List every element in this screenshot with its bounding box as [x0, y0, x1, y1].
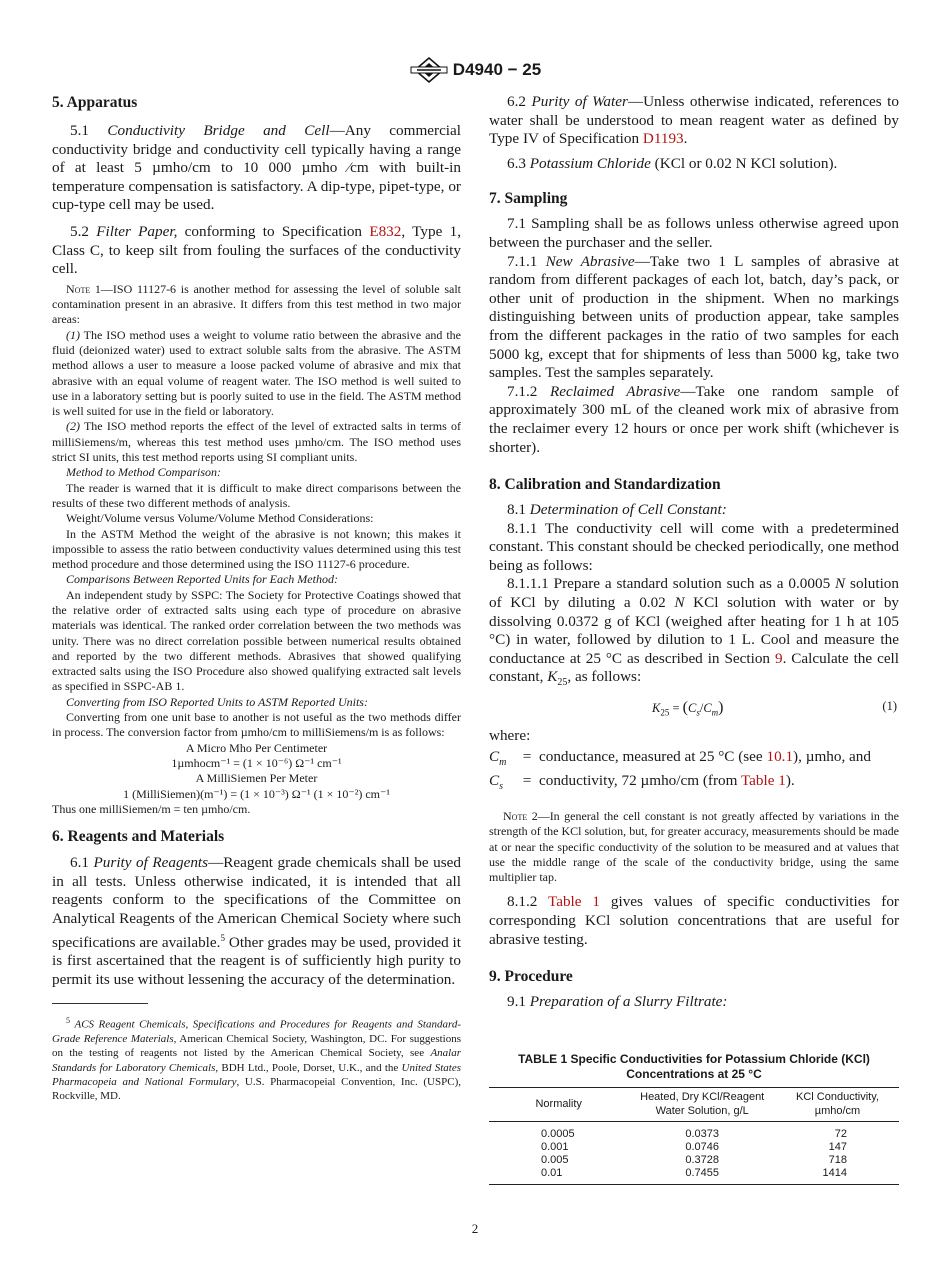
note-1-item-2: [52, 419, 461, 465]
def-text: conductance, measured at 25 °C (see: [539, 747, 767, 765]
table-cell-normality: 0.005: [541, 1153, 569, 1166]
definition-text: [539, 748, 871, 773]
table-cell-conductivity: 1414: [822, 1167, 847, 1180]
eq-operator: =: [669, 701, 683, 716]
paragraph-8-1-1-1: [489, 575, 899, 693]
converting-heading: [52, 695, 461, 710]
link-table-1[interactable]: Table 1: [740, 772, 786, 790]
def-text: ).: [785, 772, 795, 790]
document-designation: D4940 − 25: [452, 60, 542, 79]
table-1-title-line-1: TABLE 1 Specific Conductivities for Potassium Chloride (KCl): [518, 1052, 870, 1066]
definition-symbol: [489, 772, 515, 797]
paragraph-7-1-2: [489, 383, 899, 457]
link-d1193[interactable]: D1193: [642, 130, 684, 148]
para-text: Other grades may be used, provided it is first ascertained that the reagent is of sufficiently high purity to permit its use without lessening the accuracy of the determination.: [52, 933, 461, 988]
footnote-ref: 5: [220, 932, 225, 943]
eq-operator: /: [699, 701, 704, 716]
astm-logo-icon: [409, 56, 449, 84]
para-title: Conductivity Bridge and Cell: [107, 122, 330, 139]
para-text: —Any commercial conductivity bridge and conductivity cell typically having a range of at least 5 µmho/cm to 10 000 µmho ⁄cm with built-in temperature compensation is satisfactory. A dip-type, pipet-type, or cup-type cell may be used.: [52, 122, 461, 214]
para-title: Determination of Cell Constant:: [529, 501, 727, 519]
table-header-row: [489, 1088, 899, 1122]
footnote-text: , BDH Ltd., Poole, Dorset, U.K., and the: [215, 1061, 402, 1074]
converting-text: Converting from one unit base to another is not useful as the two methods differ in process. The conversion factor from µmho/cm to milliSiemens/m is as follows:: [52, 710, 461, 740]
footnote-number: 5: [66, 1016, 70, 1026]
definition-text: [539, 772, 795, 797]
def-text: ), µmho, and: [793, 747, 871, 765]
paragraph-6-1: [52, 854, 461, 989]
eq-symbol: K: [652, 701, 661, 716]
paragraph-5-1: [52, 122, 461, 215]
link-e832[interactable]: E832: [369, 222, 402, 240]
def-text: conductivity, 72 µmho/cm (from: [539, 772, 741, 790]
millisiemen-title: A MilliSiemen Per Meter: [195, 771, 318, 786]
para-text: . Calculate the cell constant,: [489, 649, 899, 686]
table-cell-normality: 0.01: [541, 1167, 563, 1180]
definition-equals: =: [522, 747, 532, 765]
table-cell-conductivity: 718: [828, 1153, 847, 1166]
equation-1-expression: [652, 699, 724, 718]
table-cell-solution: 0.0746: [685, 1140, 720, 1153]
section-9-heading: 9. Procedure: [489, 968, 573, 986]
subheading-text: Comparisons Between Reported Units for Each Method:: [66, 572, 338, 587]
units-comparison-heading: [52, 572, 461, 587]
page-header: [0, 56, 950, 89]
table-cell-conductivity: 147: [828, 1140, 847, 1153]
para-number: 6.3: [507, 154, 526, 172]
para-title: Reclaimed Abrasive: [549, 382, 681, 400]
symbol-subscript: m: [499, 756, 507, 768]
para-title: New Abrasive: [545, 252, 635, 270]
where-label: where:: [489, 727, 531, 745]
note-2: [489, 809, 899, 885]
para-text: , Type 1, Class C, to keep silt from fouling the surfaces of the conductivity cell.: [52, 222, 461, 278]
para-number: 5.2: [70, 222, 89, 240]
paragraph-8-1: [489, 501, 899, 520]
footnote-title: ACS Reagent Chemicals, Specifications and Procedures for Reagents and Standard-Grade Reference Materials: [52, 1019, 462, 1046]
table-cell-normality: 0.001: [541, 1140, 569, 1153]
note-label: Note: [503, 808, 528, 823]
table-row: [489, 1154, 899, 1167]
item-text: The ISO method reports the effect of the level of extracted salts in terms of milliSiemens/m, whereas this test method uses µmho/cm. The ISO method uses strict SI units, this test method reports using SI compliant units.: [52, 419, 461, 465]
page-number: 2: [471, 1221, 479, 1236]
definition-cm: [489, 748, 899, 773]
table-cell-solution: 0.0373: [685, 1127, 720, 1140]
para-number: 9.1: [507, 993, 526, 1011]
definition-symbol: [489, 748, 515, 773]
millisiemen-equation: 1 (MilliSiemen)(m⁻¹) = (1 × 10⁻³) Ω⁻¹ (1 × 10⁻²) cm⁻¹: [123, 786, 390, 801]
left-column: [52, 93, 461, 1103]
para-text: gives values of specific conductivities for corresponding KCl solution concentrations that are useful for abrasive testing.: [489, 893, 899, 948]
eq-paren: ): [718, 699, 724, 717]
para-text: 8.1.1.1 Prepare a standard solution such as a 0.0005: [507, 575, 836, 593]
paragraph-7-1: 7.1 Sampling shall be as follows unless otherwise agreed upon between the purchaser and the seller.: [489, 215, 899, 251]
para-title: Purity of Reagents: [93, 854, 209, 872]
footnote-text: , U.S. Pharmacopeial Convention, Inc. (USPC), Rockville, MD.: [52, 1075, 461, 1103]
right-column: [489, 93, 899, 1012]
table-row: [489, 1128, 899, 1141]
symbol-text: C: [489, 747, 500, 765]
paragraph-6-2: [489, 93, 899, 149]
note-label: Note: [66, 281, 91, 296]
item-label: (1): [66, 327, 80, 342]
link-10-1[interactable]: 10.1: [766, 747, 794, 765]
para-number: 6.2: [507, 93, 526, 110]
cell-constant-symbol: K: [547, 668, 558, 686]
eq-subscript: 25: [660, 707, 670, 718]
table-cell-conductivity: 72: [834, 1127, 847, 1140]
units-comparison-text: An independent study by SSPC: The Society for Protective Coatings showed that the relative order of extracted salts using each type of procedure on abrasive materials was identical. The ranked order correlation between the two methods was unity. There was no direct correlation possible between numerical results obtained and reported by the two different methods. Abrasives that showed qualifying extracted salts using the ISO Procedure also showed qualifying extracted salt levels as specified in SSPC-AB 1.: [52, 587, 461, 694]
micro-mho-equation: 1µmhocm⁻¹ = (1 × 10⁻⁶) Ω⁻¹ cm⁻¹: [171, 755, 342, 770]
para-title: Filter Paper,: [96, 222, 178, 240]
para-number: 7.1.2: [507, 382, 538, 400]
table-1: [489, 1087, 899, 1185]
note-text: 2—In general the cell constant is not greatly affected by variations in the strength of the KCl solution, but, for greater accuracy, measurements should be made at or near the specific conductivity of the solution to be measured and at values that use the middle range of the scale of the conductivity bridge, using the same multiplier tap.: [489, 808, 899, 885]
section-7-heading: 7. Sampling: [489, 190, 568, 208]
para-number: 7.1.1: [507, 252, 538, 270]
para-text: —Take two 1 L samples of abrasive at random from different packages of each lot, batch, day’s pack, or other unit of production in the shipment. When no markings distinguishing between units of production appear, take samples from the different packages in the ratio of two samples for each 5000 kg, except that for shipments of less than 5000 kg, take two samples. Test the samples separately.: [489, 252, 900, 382]
weight-volume-heading: Weight/Volume versus Volume/Volume Method Considerations:: [66, 511, 374, 526]
para-text: conforming to Specification: [177, 222, 370, 240]
note-1-item-1: [52, 328, 461, 420]
definition-cs: [489, 772, 899, 797]
subheading-text: Converting from ISO Reported Units to ASTM Reported Units:: [66, 694, 368, 709]
paragraph-9-1: [489, 993, 899, 1012]
para-number: 5.1: [70, 122, 89, 139]
para-text: KCl solution with water or by dissolving 0.0372 g of KCl (weighed after heating for 1 h at 105 °C) in water, followed by dilution to 1 L. Cool and measure the conductance at 25 °C as described in Section: [489, 594, 900, 667]
link-section-9[interactable]: 9: [774, 649, 783, 667]
table-cell-solution: 0.7455: [685, 1167, 720, 1180]
paragraph-8-1-1: 8.1.1 The conductivity cell will come with a predetermined constant. This constant should be checked periodically, one method being as follows:: [489, 519, 899, 574]
table-header-normality: Normality: [535, 1098, 582, 1110]
method-comparison-text: The reader is warned that it is difficult to make direct comparisons between the results of these two different methods of analysis.: [52, 480, 461, 510]
table-header-conductivity: KCl Conductivity, µmho/cm: [796, 1091, 879, 1117]
symbol-subscript: s: [499, 781, 504, 793]
section-5-heading: 5. Apparatus: [52, 94, 138, 111]
para-text: —Take one random sample of approximately 300 mL of the cleaned work mix of abrasive from the reclaimer every 12 hours or once per work shift (whichever is shorter).: [489, 382, 900, 456]
eq-symbol: C: [703, 701, 712, 716]
eq-symbol: C: [687, 701, 697, 716]
table-cell-normality: 0.0005: [541, 1127, 575, 1140]
para-number: 6.1: [70, 854, 89, 872]
para-title: Purity of Water: [531, 93, 628, 110]
definition-equals: =: [522, 772, 532, 790]
footnote-title: Analar Standards for Laboratory Chemicals: [52, 1047, 461, 1074]
link-table-1[interactable]: Table 1: [548, 893, 600, 911]
eq-subscript: m: [711, 707, 719, 718]
para-text: —Reagent grade chemicals shall be used in all tests. Unless otherwise indicated, it is intended that all reagents conform to the specifications of the Committee on Analytical Reagents of the American Chemical Society where such specifications are available.: [52, 854, 462, 951]
normality-symbol: N: [674, 594, 685, 612]
paragraph-8-1-2: [489, 893, 899, 949]
para-text: (KCl or 0.02 N KCl solution).: [650, 154, 838, 172]
paragraph-5-2: [52, 223, 461, 279]
item-label: (2): [66, 419, 80, 434]
para-text: .: [683, 130, 688, 148]
method-comparison-heading: [52, 465, 461, 480]
para-text: solution of KCl by diluting a 0.02: [489, 575, 899, 612]
paragraph-7-1-1: [489, 253, 899, 383]
footnote-5: [52, 1014, 461, 1103]
table-1-block: [489, 1052, 899, 1185]
para-title: Preparation of a Slurry Filtrate:: [529, 993, 728, 1011]
footnote-text: , American Chemical Society, Washington, DC. For suggestions on the testing of reagents not listed by the American Chemical Society, see: [52, 1033, 461, 1060]
table-cell-solution: 0.3728: [685, 1153, 720, 1166]
conversion-conclusion: Thus one milliSiemen/m = ten µmho/cm.: [52, 801, 251, 816]
footnote-title: United States Pharmacopeia and National Formulary: [52, 1061, 462, 1088]
subheading-text: Method to Method Comparison:: [66, 465, 221, 480]
section-6-heading: 6. Reagents and Materials: [52, 828, 225, 846]
note-text: 1—ISO 11127-6 is another method for assessing the level of soluble salt contamination present in an abrasive. It differs from this test method in two major areas:: [52, 281, 461, 327]
table-row: [489, 1141, 899, 1154]
paragraph-6-3: [489, 155, 899, 174]
para-text: , as follows:: [567, 668, 642, 686]
cell-constant-subscript: 25: [557, 677, 568, 689]
note-1: [52, 282, 461, 328]
section-8-heading: 8. Calibration and Standardization: [489, 476, 721, 494]
equation-1: [489, 699, 899, 717]
weight-volume-text: In the ASTM Method the weight of the abrasive is not known; this makes it impossible to assess the ratio between conductivity values determined using this test method procedure and those determined using the ISO 11127-6 procedure.: [52, 526, 461, 572]
micro-mho-title: A Micro Mho Per Centimeter: [185, 740, 328, 755]
table-row: [489, 1167, 899, 1185]
symbol-text: C: [489, 772, 500, 790]
eq-subscript: s: [696, 707, 700, 718]
para-number: 8.1.2: [507, 893, 548, 911]
normality-symbol: N: [835, 575, 846, 593]
table-1-title-line-2: Concentrations at 25 °C: [626, 1067, 762, 1081]
eq-paren: (: [682, 699, 688, 717]
para-number: 8.1: [507, 501, 526, 519]
para-title: Potassium Chloride: [529, 154, 651, 172]
equation-1-number: (1): [882, 699, 897, 714]
item-text: The ISO method uses a weight to volume ratio between the abrasive and the fluid (deionized water) used to extract soluble salts from the abrasive. The ASTM method allows a user to measure a loose packed volume of abrasive and mix that abrasive with an equal volume of reagent water. The ISO method is well suited to use in a laboratory setting but is poorly suited to use in the field. The ASTM method is well suited for use in the field or laboratory.: [52, 327, 461, 419]
para-text: —Unless otherwise indicated, references to water shall be understood to mean reagent water as defined by Type IV of Specification: [489, 93, 899, 148]
table-header-solution: Heated, Dry KCl/Reagent Water Solution, g/L: [640, 1091, 765, 1117]
